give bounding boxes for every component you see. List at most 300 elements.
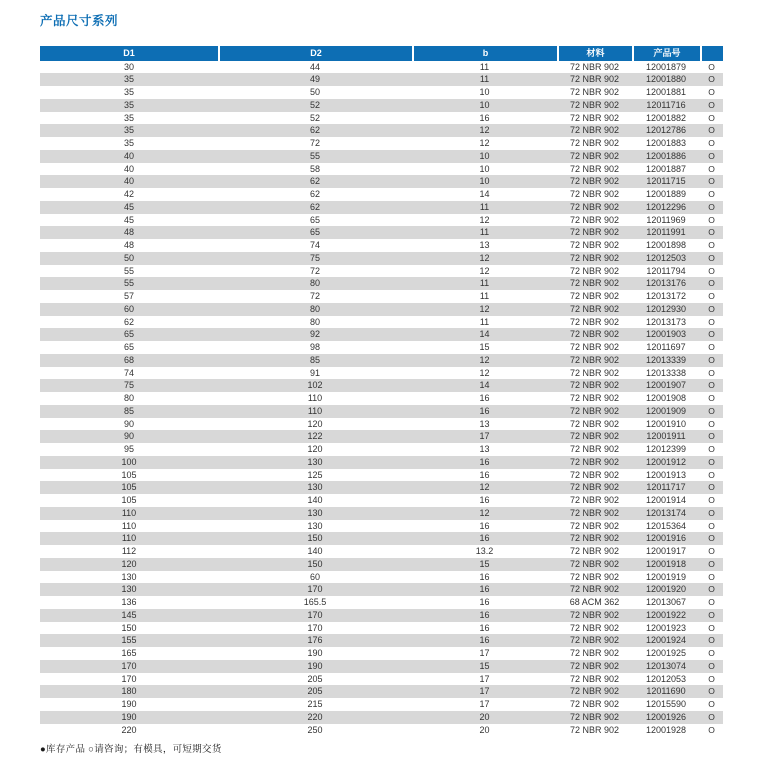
stock-mark: O — [708, 163, 715, 174]
cell-d2: 62 — [309, 189, 320, 199]
stock-mark: O — [700, 277, 723, 290]
cell-d1: 42 — [123, 189, 134, 199]
cell-d2: 58 — [309, 163, 320, 174]
cell-d2: 120 — [307, 418, 323, 429]
cell-b: 16 — [479, 112, 490, 123]
cell-part-number: 12001882 — [645, 112, 687, 123]
table-row — [40, 724, 723, 737]
cell-d1: 35 — [40, 73, 218, 86]
cell-b: 11 — [479, 61, 490, 72]
stock-mark: O — [708, 571, 715, 582]
cell-b: 16 — [479, 520, 490, 531]
cell-d1: 35 — [123, 112, 134, 123]
cell-d1: 110 — [40, 507, 218, 520]
cell-d1: 150 — [121, 622, 137, 633]
cell-part-number: 12001887 — [645, 163, 687, 174]
table-row — [40, 392, 723, 405]
stock-mark: O — [708, 469, 715, 480]
stock-mark: O — [708, 546, 715, 556]
cell-part-number: 12001923 — [645, 622, 687, 633]
cell-part-number: 12001912 — [632, 456, 700, 469]
stock-mark: O — [708, 87, 715, 97]
cell-d1: 85 — [40, 405, 218, 418]
cell-d2: 80 — [218, 303, 412, 316]
cell-part-number: 12001883 — [645, 138, 687, 148]
cell-d2: 165.5 — [303, 597, 327, 607]
stock-mark: O — [708, 648, 715, 658]
cell-material: 72 NBR 902 — [569, 444, 620, 454]
stock-mark: O — [708, 138, 715, 148]
cell-b: 17 — [412, 430, 557, 443]
cell-material: 72 NBR 902 — [557, 660, 632, 673]
stock-mark: O — [700, 685, 723, 698]
cell-part-number: 12012296 — [632, 201, 700, 214]
cell-d2: 130 — [218, 456, 412, 469]
cell-material: 72 NBR 902 — [557, 430, 632, 443]
table-row — [40, 430, 723, 443]
stock-mark: O — [708, 520, 715, 531]
column-header-part-number: 产品号 — [632, 46, 700, 61]
cell-d1: 50 — [40, 252, 218, 265]
table-row — [40, 558, 723, 571]
cell-b: 12 — [412, 124, 557, 137]
cell-d1: 48 — [40, 226, 218, 239]
cell-d1: 40 — [40, 175, 218, 188]
cell-material: 72 NBR 902 — [569, 367, 620, 378]
cell-d1: 112 — [121, 546, 137, 556]
cell-material: 72 NBR 902 — [569, 393, 620, 403]
cell-d1: 30 — [123, 61, 134, 72]
stock-mark: O — [700, 711, 723, 724]
stock-mark: O — [700, 150, 723, 163]
table-row — [40, 711, 723, 724]
cell-part-number: 12013173 — [645, 316, 687, 327]
table-row — [40, 507, 723, 520]
cell-d1: 90 — [40, 430, 218, 443]
cell-part-number: 12011991 — [632, 226, 700, 239]
stock-mark: O — [708, 673, 715, 684]
table-row — [40, 405, 723, 418]
cell-part-number: 12001880 — [632, 73, 700, 86]
cell-b: 12 — [479, 367, 490, 378]
cell-d1: 90 — [123, 418, 134, 429]
cell-part-number: 12013067 — [645, 597, 687, 607]
stock-mark: O — [708, 418, 715, 429]
cell-d2: 72 — [309, 138, 320, 148]
cell-part-number: 12001909 — [632, 405, 700, 418]
cell-material: 72 NBR 902 — [557, 277, 632, 290]
cell-d2: 65 — [309, 214, 320, 225]
cell-b: 11 — [479, 291, 490, 301]
product-size-table — [40, 46, 723, 736]
stock-mark: O — [700, 226, 723, 239]
cell-d1: 40 — [123, 163, 134, 174]
cell-b: 15 — [412, 558, 557, 571]
cell-part-number: 12001922 — [632, 609, 700, 622]
table-row — [40, 214, 723, 227]
cell-b: 12 — [412, 303, 557, 316]
table-row — [40, 456, 723, 469]
cell-b: 15 — [412, 660, 557, 673]
table-row — [40, 418, 723, 431]
cell-d1: 45 — [40, 201, 218, 214]
cell-d2: 75 — [218, 252, 412, 265]
cell-material: 72 NBR 902 — [569, 87, 620, 97]
cell-part-number: 12012503 — [632, 252, 700, 265]
cell-material: 68 ACM 362 — [569, 597, 620, 607]
cell-part-number: 12001910 — [645, 418, 687, 429]
table-row — [40, 252, 723, 265]
cell-d2: 72 — [309, 291, 320, 301]
table-row — [40, 265, 723, 278]
cell-d2: 130 — [218, 507, 412, 520]
cell-material: 72 NBR 902 — [569, 520, 620, 531]
column-header-material: 材料 — [557, 46, 632, 61]
cell-part-number: 12001907 — [632, 379, 700, 392]
cell-material: 72 NBR 902 — [557, 99, 632, 112]
cell-part-number: 12012399 — [645, 444, 687, 454]
stock-mark: O — [700, 201, 723, 214]
stock-mark: O — [700, 634, 723, 647]
cell-d2: 50 — [309, 87, 320, 97]
cell-d2: 130 — [218, 481, 412, 494]
cell-d1: 220 — [121, 724, 137, 735]
cell-b: 14 — [412, 379, 557, 392]
cell-b: 12 — [479, 265, 490, 276]
cell-d2: 110 — [218, 405, 412, 418]
table-row — [40, 520, 723, 533]
cell-d2: 52 — [218, 99, 412, 112]
cell-material: 72 NBR 902 — [557, 711, 632, 724]
cell-d1: 40 — [40, 150, 218, 163]
table-row — [40, 532, 723, 545]
cell-part-number: 12011715 — [632, 175, 700, 188]
cell-d2: 122 — [218, 430, 412, 443]
cell-d1: 75 — [40, 379, 218, 392]
cell-d1: 120 — [40, 558, 218, 571]
stock-mark: O — [700, 507, 723, 520]
cell-d2: 125 — [307, 469, 323, 480]
cell-material: 72 NBR 902 — [557, 354, 632, 367]
cell-b: 12 — [412, 354, 557, 367]
cell-b: 17 — [479, 673, 490, 684]
stock-mark: O — [700, 99, 723, 112]
stock-mark: O — [708, 189, 715, 199]
cell-b: 13.2 — [475, 546, 494, 556]
cell-d2: 215 — [307, 699, 323, 709]
cell-part-number: 12001928 — [645, 724, 687, 735]
table-row — [40, 660, 723, 673]
stock-mark: O — [708, 112, 715, 123]
cell-part-number: 12011690 — [632, 685, 700, 698]
cell-part-number: 12001914 — [645, 495, 687, 505]
cell-material: 72 NBR 902 — [557, 532, 632, 545]
cell-b: 16 — [479, 469, 490, 480]
cell-b: 12 — [479, 214, 490, 225]
cell-d1: 80 — [123, 393, 134, 403]
cell-part-number: 12001908 — [645, 393, 687, 403]
cell-b: 15 — [479, 342, 490, 352]
cell-material: 72 NBR 902 — [569, 699, 620, 709]
table-row — [40, 277, 723, 290]
cell-material: 72 NBR 902 — [569, 724, 620, 735]
stock-mark: O — [708, 291, 715, 301]
cell-part-number: 12015590 — [645, 699, 687, 709]
cell-part-number: 12001889 — [645, 189, 687, 199]
cell-material: 72 NBR 902 — [569, 112, 620, 123]
cell-material: 72 NBR 902 — [557, 124, 632, 137]
table-row — [40, 86, 723, 99]
cell-part-number: 12013174 — [632, 507, 700, 520]
column-header-b: b — [412, 46, 557, 61]
stock-mark: O — [708, 444, 715, 454]
cell-b: 14 — [479, 189, 490, 199]
cell-d2: 62 — [218, 201, 412, 214]
cell-b: 12 — [412, 252, 557, 265]
table-row — [40, 341, 723, 354]
cell-d2: 170 — [307, 622, 323, 633]
cell-d1: 74 — [123, 367, 134, 378]
cell-material: 72 NBR 902 — [557, 456, 632, 469]
cell-part-number: 12013339 — [632, 354, 700, 367]
cell-part-number: 12013074 — [632, 660, 700, 673]
cell-b: 12 — [412, 507, 557, 520]
cell-material: 72 NBR 902 — [557, 634, 632, 647]
stock-mark: O — [700, 456, 723, 469]
cell-material: 72 NBR 902 — [557, 150, 632, 163]
table-row — [40, 201, 723, 214]
cell-material: 72 NBR 902 — [557, 481, 632, 494]
table-row — [40, 354, 723, 367]
cell-b: 17 — [479, 648, 490, 658]
cell-d1: 105 — [121, 495, 137, 505]
table-row — [40, 316, 723, 329]
cell-part-number: 12011716 — [632, 99, 700, 112]
cell-d1: 190 — [121, 699, 137, 709]
table-row — [40, 239, 723, 252]
stock-mark: O — [700, 609, 723, 622]
header-row — [40, 46, 723, 61]
cell-material: 72 NBR 902 — [569, 342, 620, 352]
cell-d2: 140 — [307, 495, 323, 505]
cell-d2: 120 — [307, 444, 323, 454]
cell-material: 72 NBR 902 — [557, 252, 632, 265]
table-row — [40, 596, 723, 609]
stock-mark: O — [700, 73, 723, 86]
table-row — [40, 73, 723, 86]
cell-b: 16 — [412, 583, 557, 596]
cell-b: 16 — [412, 456, 557, 469]
cell-b: 17 — [412, 685, 557, 698]
table-row — [40, 163, 723, 176]
table-row — [40, 469, 723, 482]
cell-b: 10 — [479, 163, 490, 174]
cell-material: 72 NBR 902 — [569, 495, 620, 505]
cell-d1: 110 — [40, 532, 218, 545]
table-row — [40, 634, 723, 647]
table-row — [40, 175, 723, 188]
cell-part-number: 12012930 — [632, 303, 700, 316]
cell-b: 11 — [479, 316, 490, 327]
table-row — [40, 99, 723, 112]
cell-d1: 136 — [121, 597, 137, 607]
cell-b: 13 — [479, 444, 490, 454]
cell-d1: 60 — [40, 303, 218, 316]
cell-part-number: 12001879 — [645, 61, 687, 72]
cell-material: 72 NBR 902 — [569, 316, 620, 327]
cell-d1: 105 — [40, 481, 218, 494]
cell-d2: 250 — [307, 724, 323, 735]
cell-material: 72 NBR 902 — [569, 546, 620, 556]
stock-mark: O — [700, 583, 723, 596]
cell-d1: 130 — [40, 583, 218, 596]
cell-material: 72 NBR 902 — [569, 291, 620, 301]
cell-b: 14 — [412, 328, 557, 341]
stock-mark: O — [708, 622, 715, 633]
table-row — [40, 112, 723, 125]
cell-b: 10 — [412, 175, 557, 188]
stock-mark: O — [708, 367, 715, 378]
cell-b: 16 — [412, 609, 557, 622]
cell-part-number: 12011969 — [646, 214, 686, 225]
cell-part-number: 12001898 — [645, 240, 687, 250]
cell-b: 10 — [412, 150, 557, 163]
cell-d2: 74 — [309, 240, 320, 250]
cell-part-number: 12001920 — [632, 583, 700, 596]
cell-d1: 57 — [123, 291, 134, 301]
cell-d2: 102 — [218, 379, 412, 392]
cell-material: 72 NBR 902 — [569, 61, 620, 72]
stock-mark: O — [700, 124, 723, 137]
table-row — [40, 545, 723, 558]
cell-d2: 170 — [218, 609, 412, 622]
stock-mark: O — [700, 481, 723, 494]
column-header-d2: D2 — [218, 46, 412, 61]
cell-b: 20 — [412, 711, 557, 724]
cell-material: 72 NBR 902 — [557, 73, 632, 86]
stock-mark: O — [700, 354, 723, 367]
stock-mark: O — [700, 558, 723, 571]
stock-mark: O — [700, 303, 723, 316]
table-row — [40, 698, 723, 711]
cell-b: 16 — [479, 571, 490, 582]
cell-part-number: 12013172 — [645, 291, 687, 301]
cell-material: 72 NBR 902 — [569, 240, 620, 250]
table-row — [40, 622, 723, 635]
stock-mark: O — [708, 61, 715, 72]
table-row — [40, 124, 723, 137]
table-header — [40, 46, 723, 61]
stock-mark: O — [708, 342, 715, 352]
cell-material: 72 NBR 902 — [557, 175, 632, 188]
cell-d1: 68 — [40, 354, 218, 367]
cell-part-number: 12001903 — [632, 328, 700, 341]
cell-material: 72 NBR 902 — [557, 558, 632, 571]
table-row — [40, 481, 723, 494]
cell-b: 12 — [412, 481, 557, 494]
cell-d2: 205 — [307, 673, 323, 684]
cell-part-number: 12001916 — [632, 532, 700, 545]
cell-d1: 110 — [121, 520, 137, 531]
table-body — [40, 61, 723, 737]
cell-d2: 91 — [309, 367, 320, 378]
stock-mark: O — [708, 597, 715, 607]
cell-d2: 190 — [218, 660, 412, 673]
cell-d1: 105 — [121, 469, 137, 480]
cell-part-number: 12015364 — [645, 520, 687, 531]
cell-material: 72 NBR 902 — [557, 507, 632, 520]
legend-note: ●库存产品 ○请咨询；有模具，可短期交货 — [40, 744, 222, 756]
cell-d2: 220 — [218, 711, 412, 724]
table-row — [40, 61, 723, 74]
cell-material: 72 NBR 902 — [569, 622, 620, 633]
stock-mark: O — [700, 405, 723, 418]
cell-d1: 130 — [121, 571, 137, 582]
stock-mark: O — [708, 240, 715, 250]
cell-d1: 55 — [123, 265, 134, 276]
cell-part-number: 12001911 — [632, 430, 700, 443]
cell-d2: 130 — [307, 520, 323, 531]
table-row — [40, 609, 723, 622]
cell-d1: 62 — [123, 316, 134, 327]
page-title: 产品尺寸系列 — [40, 14, 119, 28]
cell-b: 16 — [412, 532, 557, 545]
cell-d1: 170 — [121, 673, 137, 684]
cell-b: 13 — [479, 240, 490, 250]
stock-mark: O — [700, 660, 723, 673]
cell-part-number: 12013176 — [632, 277, 700, 290]
cell-material: 72 NBR 902 — [557, 201, 632, 214]
stock-mark: O — [700, 175, 723, 188]
cell-d2: 110 — [307, 393, 323, 403]
cell-d2: 140 — [307, 546, 323, 556]
table-row — [40, 673, 723, 686]
table-row — [40, 494, 723, 507]
cell-d1: 45 — [123, 214, 134, 225]
table-row — [40, 583, 723, 596]
stock-mark: O — [708, 699, 715, 709]
column-header-d1: D1 — [40, 46, 218, 61]
stock-mark: O — [708, 495, 715, 505]
cell-d2: 60 — [309, 571, 320, 582]
stock-mark: O — [708, 214, 715, 225]
table-row — [40, 303, 723, 316]
cell-d2: 62 — [218, 124, 412, 137]
cell-d1: 100 — [40, 456, 218, 469]
cell-d2: 176 — [218, 634, 412, 647]
cell-part-number: 12001913 — [645, 469, 687, 480]
cell-material: 72 NBR 902 — [557, 685, 632, 698]
cell-material: 72 NBR 902 — [557, 609, 632, 622]
cell-b: 20 — [479, 724, 490, 735]
cell-d2: 80 — [309, 316, 320, 327]
cell-material: 72 NBR 902 — [569, 138, 620, 148]
cell-b: 16 — [479, 597, 490, 607]
table-row — [40, 443, 723, 456]
cell-d1: 65 — [123, 342, 134, 352]
table-row — [40, 367, 723, 380]
cell-b: 16 — [479, 495, 490, 505]
cell-b: 11 — [412, 201, 557, 214]
cell-material: 72 NBR 902 — [557, 405, 632, 418]
cell-d2: 44 — [309, 61, 320, 72]
cell-part-number: 12012786 — [632, 124, 700, 137]
cell-d1: 95 — [123, 444, 134, 454]
cell-b: 12 — [479, 138, 490, 148]
cell-part-number: 12001919 — [645, 571, 687, 582]
cell-part-number: 12001926 — [632, 711, 700, 724]
cell-d2: 72 — [309, 265, 320, 276]
